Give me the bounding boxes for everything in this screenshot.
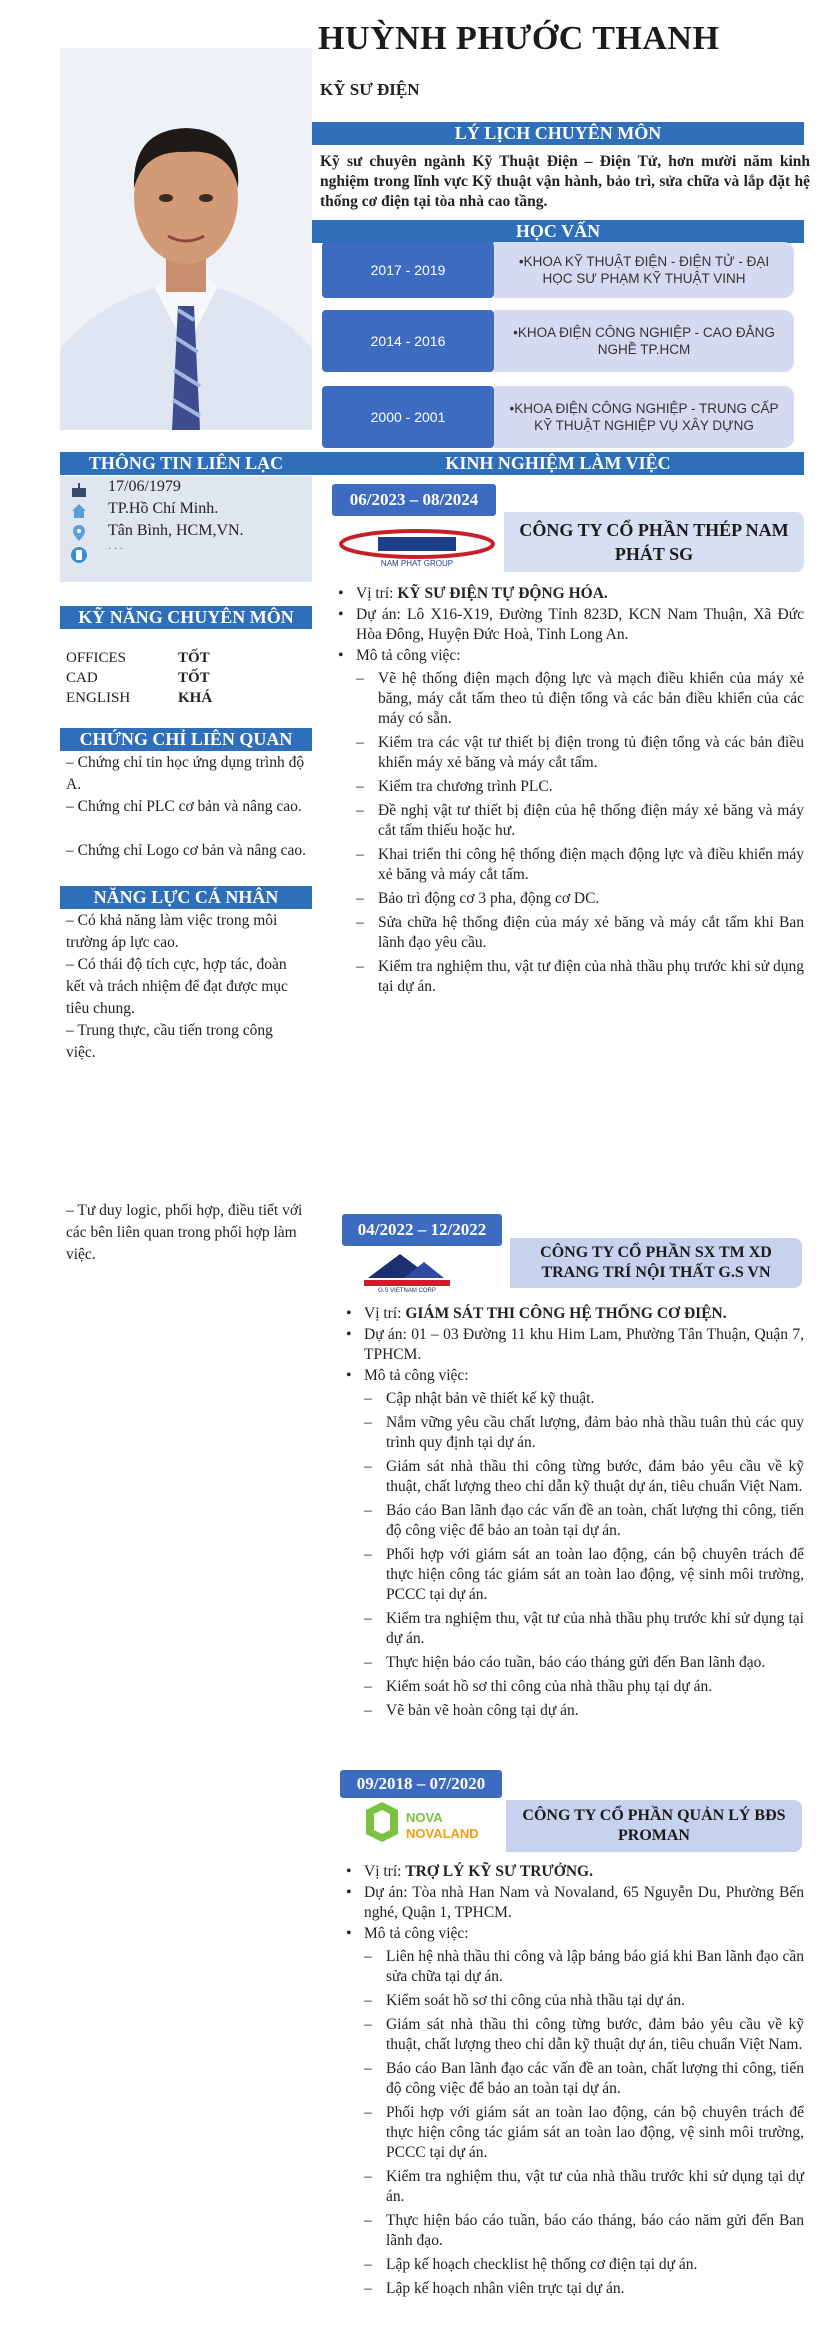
education-years: 2000 - 2001	[322, 386, 494, 448]
task-item: – Sửa chữa hệ thống điện của máy xẻ băng và máy cắt tấm khi Ban lãnh đạo yêu cầu.	[356, 913, 804, 953]
nam-phat-logo	[338, 528, 496, 570]
task-item: – Lập kế hoạch nhân viên trực tại dự án.	[364, 2279, 804, 2299]
phone-icon	[70, 546, 88, 564]
contact-city: TP.Hồ Chí Minh.	[108, 500, 219, 517]
job-description: • Mô tả công việc: – Cập nhật bản vẽ thiết kế kỹ thuật. – Nắm vững yêu cầu chất lượng, đảm bảo nhà thầu tuân thủ các quy trình quy định tại dự án. – Giám sát nhà thầu thi công từng bước, đảm bảo yêu cầu về kỹ thuật, chất lượng theo chỉ dẫn kỹ thuật dự án, tiêu chuẩn Việt Nam. – Báo cáo Ban lãnh đạo các vấn đề an toàn, chất lượng thi công, tiến độ công việc để bảo an toàn tại dự án. – Phối hợp với giám sát an toàn lao động, cán bộ chuyên trách để thực hiện công tác giám sát an toàn lao động, vệ sinh môi trường, PCCC tại dự án. – Kiểm tra nghiệm thu, vật tư của nhà thầu phụ trước khi sử dụng tại dự án. – Thực hiện báo cáo tuần, báo cáo tháng gửi đến Ban lãnh đạo. – Kiểm soát hồ sơ thi công của nhà thầu phụ tại dự án. – Vẽ bản vẽ hoàn công tại dự án.	[342, 1366, 804, 1721]
job-position: • Vị trí: TRỢ LÝ KỸ SƯ TRƯỞNG.	[342, 1862, 804, 1882]
education-years: 2014 - 2016	[322, 310, 494, 372]
task-item: – Phối hợp với giám sát an toàn lao động, cán bộ chuyên trách để thực hiện công tác giám sát an toàn lao động, vệ sinh môi trường, PCCC tại dự án.	[364, 1545, 804, 1605]
task-item: – Đề nghị vật tư thiết bị điện của hệ thống điện máy xẻ băng và máy cắt tấm thiếu hoặc hư.	[356, 801, 804, 841]
skill-label: ENGLISH	[66, 690, 131, 706]
summary-heading: LÝ LỊCH CHUYÊN MÔN	[312, 122, 804, 145]
experience-heading: KINH NGHIỆM LÀM VIỆC	[312, 452, 804, 475]
job-position: • Vị trí: GIÁM SÁT THI CÔNG HỆ THỐNG CƠ ĐIỆN.	[342, 1304, 804, 1324]
abilities-heading: NĂNG LỰC CÁ NHÂN	[60, 886, 312, 909]
skill-level: KHÁ	[178, 690, 213, 706]
profile-photo	[60, 48, 312, 430]
ability-item: – Trung thực, cầu tiến trong công việc.	[66, 1022, 273, 1061]
job-project: • Dự án: Lô X16-X19, Đường Tỉnh 823D, KCN Nam Thuận, Xã Đức Hòa Đông, Huyện Đức Hoà, Tỉnh Long An.	[334, 605, 804, 645]
ability-item: – Có khả năng làm việc trong môi trường áp lực cao.	[66, 912, 278, 951]
task-item: – Thực hiện báo cáo tuần, báo cáo tháng gửi đến Ban lãnh đạo.	[364, 1653, 804, 1673]
ability-item: – Tư duy logic, phối hợp, điều tiết với các bên liên quan trong phối hợp làm việc.	[66, 1202, 303, 1263]
job-position: • Vị trí: KỸ SƯ ĐIỆN TỰ ĐỘNG HÓA.	[334, 584, 804, 604]
education-school: •KHOA KỸ THUẬT ĐIỆN - ĐIỆN TỬ - ĐẠI HỌC SƯ PHẠM KỸ THUẬT VINH	[494, 242, 794, 298]
contact-heading: THÔNG TIN LIÊN LẠC	[60, 452, 312, 475]
task-item: – Bảo trì động cơ 3 pha, động cơ DC.	[356, 889, 804, 909]
task-item: – Khai triển thi công hệ thống điện mạch động lực và điều khiển máy xẻ băng và máy cắt tấm.	[356, 845, 804, 885]
task-item: – Thực hiện báo cáo tuần, báo cáo tháng, báo cáo năm gửi đến Ban lãnh đạo.	[364, 2211, 804, 2251]
contact-phone: · · ·	[108, 544, 123, 555]
skill-level: TỐT	[178, 670, 210, 686]
task-item: – Báo cáo Ban lãnh đạo các vấn đề an toàn, chất lượng thi công, tiến độ công việc để bảo an toàn tại dự án.	[364, 1501, 804, 1541]
contact-birthday: 17/06/1979	[108, 478, 181, 495]
task-item: – Giám sát nhà thầu thi công từng bước, đảm bảo yêu cầu về kỹ thuật, chất lượng theo chỉ dẫn kỹ thuật dự án, tiêu chuẩn Việt Nam.	[364, 1457, 804, 1497]
summary-text: Kỹ sư chuyên ngành Kỹ Thuật Điện – Điện Tử, hơn mười năm kinh nghiệm trong lĩnh vực Kỹ thuật vận hành, bảo trì, sửa chữa và lắp đặt hệ thống cơ điện tại tòa nhà cao tầng.	[320, 153, 810, 210]
education-years: 2017 - 2019	[322, 242, 494, 298]
job-period: 06/2023 – 08/2024	[332, 484, 496, 516]
person-name: HUỲNH PHƯỚC THANH	[318, 20, 720, 57]
task-item: – Kiểm tra nghiệm thu, vật tư của nhà thầu trước khi sử dụng tại dự án.	[364, 2167, 804, 2207]
task-item: – Báo cáo Ban lãnh đạo các vấn đề an toàn, chất lượng thi công, tiến độ công việc để bảo an toàn tại dự án.	[364, 2059, 804, 2099]
logo-caption: NOVALAND	[406, 1826, 479, 1841]
task-list	[356, 669, 804, 997]
task-item: – Kiểm tra nghiệm thu, vật tư của nhà thầu phụ trước khi sử dụng tại dự án.	[364, 1609, 804, 1649]
company-name: CÔNG TY CỔ PHẦN QUẢN LÝ BĐS PROMAN	[506, 1800, 802, 1852]
job-project: • Dự án: 01 – 03 Đường 11 khu Him Lam, Phường Tân Thuận, Quận 7, TPHCM.	[342, 1325, 804, 1365]
location-pin-icon	[70, 524, 88, 542]
company-name: CÔNG TY CỔ PHẦN SX TM XD TRANG TRÍ NỘI THẤT G.S VN	[510, 1238, 802, 1288]
certificates-heading: CHỨNG CHỈ LIÊN QUAN	[60, 728, 312, 751]
svg-text:NOVA: NOVA	[406, 1810, 443, 1825]
logo-caption: G.S VIETNAM CORP	[378, 1288, 436, 1292]
education-heading: HỌC VẤN	[312, 220, 804, 243]
task-item: – Kiểm tra nghiệm thu, vật tư điện của nhà thầu phụ trước khi sử dụng tại dự án.	[356, 957, 804, 997]
task-item: – Kiểm soát hồ sơ thi công của nhà thầu tại dự án.	[364, 1991, 804, 2011]
birthday-cake-icon	[70, 480, 88, 498]
certificate-item: – Chứng chỉ PLC cơ bản và nâng cao.	[66, 798, 302, 815]
job-details	[334, 584, 804, 1001]
job-description: • Mô tả công việc: – Vẽ hệ thống điện mạch động lực và mạch điều khiển của máy xẻ băng, máy cắt tấm theo tủ điện tổng và các bản điều khiển của các máy có sẵn. – Kiểm tra các vật tư thiết bị điện trong tủ điện tổng và các bản điều khiển máy xẻ băng và máy cắt tấm. – Kiểm tra chương trình PLC. – Đề nghị vật tư thiết bị điện của hệ thống điện máy xẻ băng và máy cắt tấm thiếu hoặc hư. – Khai triển thi công hệ thống điện mạch động lực và điều khiển máy xẻ băng và máy cắt tấm. – Bảo trì động cơ 3 pha, động cơ DC. – Sửa chữa hệ thống điện của máy xẻ băng và máy cắt tấm khi Ban lãnh đạo yêu cầu. – Kiểm tra nghiệm thu, vật tư điện của nhà thầu phụ trước khi sử dụng tại dự án.	[334, 646, 804, 997]
job-period: 04/2022 – 12/2022	[342, 1214, 502, 1246]
job-description: • Mô tả công việc: – Liên hệ nhà thầu thi công và lập bảng báo giá khi Ban lãnh đạo cần sửa chữa tại dự án. – Kiểm soát hồ sơ thi công của nhà thầu tại dự án. – Giám sát nhà thầu thi công từng bước, đảm bảo yêu cầu về kỹ thuật, chất lượng theo chỉ dẫn kỹ thuật dự án, tiêu chuẩn Việt Nam. – Báo cáo Ban lãnh đạo các vấn đề an toàn, chất lượng thi công, tiến độ công việc để bảo an toàn tại dự án. – Phối hợp với giám sát an toàn lao động, cán bộ chuyên trách để thực hiện công tác giám sát an toàn lao động, vệ sinh môi trường, PCCC tại dự án. – Kiểm tra nghiệm thu, vật tư của nhà thầu trước khi sử dụng tại dự án. – Thực hiện báo cáo tuần, báo cáo tháng, báo cáo năm gửi đến Ban lãnh đạo. – Lập kế hoạch checklist hệ thống cơ điện tại dự án. – Lập kế hoạch nhân viên trực tại dự án.	[342, 1924, 804, 2299]
contact-address: Tân Bình, HCM,VN.	[108, 522, 244, 539]
task-item: – Vẽ bản vẽ hoàn công tại dự án.	[364, 1701, 804, 1721]
company-name: CÔNG TY CỔ PHẦN THÉP NAM PHÁT SG	[504, 512, 804, 572]
skill-label: OFFICES	[66, 650, 127, 666]
job-period: 09/2018 – 07/2020	[340, 1770, 502, 1798]
task-list	[364, 1389, 804, 1721]
education-school: •KHOA ĐIỆN CÔNG NGHIỆP - TRUNG CẤP KỸ THUẬT NGHIỆP VỤ XÂY DỰNG	[494, 386, 794, 448]
skill-label: CAD	[66, 670, 98, 686]
skills-heading: KỸ NĂNG CHUYÊN MÔN	[60, 606, 312, 629]
job-title: KỸ SƯ ĐIỆN	[320, 80, 420, 99]
task-item: – Kiểm tra các vật tư thiết bị điện trong tủ điện tổng và các bản điều khiển máy xẻ băng và máy cắt tấm.	[356, 733, 804, 773]
logo-caption: NAM PHAT GROUP	[380, 559, 454, 568]
task-item: – Liên hệ nhà thầu thi công và lập bảng báo giá khi Ban lãnh đạo cần sửa chữa tại dự án.	[364, 1947, 804, 1987]
task-item: – Vẽ hệ thống điện mạch động lực và mạch điều khiển của máy xẻ băng, máy cắt tấm theo tủ điện tổng và các bản điều khiển của các máy có sẵn.	[356, 669, 804, 729]
skill-level: TỐT	[178, 650, 210, 666]
job-project: • Dự án: Tòa nhà Han Nam và Novaland, 65 Nguyễn Du, Phường Bến nghé, Quận 1, TPHCM.	[342, 1883, 804, 1923]
home-icon	[70, 502, 88, 520]
job-details	[342, 1304, 804, 1725]
novaland-logo	[360, 1800, 488, 1846]
ability-item: – Có thái độ tích cực, hợp tác, đoàn kết và trách nhiệm để đạt được mục tiêu chung.	[66, 956, 288, 1017]
task-item: – Nắm vững yêu cầu chất lượng, đảm bảo nhà thầu tuân thủ các quy trình quy định tại dự án.	[364, 1413, 804, 1453]
certificate-item: – Chứng chỉ Logo cơ bản và nâng cao.	[66, 842, 306, 859]
job-details	[342, 1862, 804, 2303]
task-item: – Phối hợp với giám sát an toàn lao động, cán bộ chuyên trách để thực hiện công tác giám sát an toàn lao động, vệ sinh môi trường, PCCC tại dự án.	[364, 2103, 804, 2163]
contact-box	[60, 476, 312, 582]
education-school: •KHOA ĐIỆN CÔNG NGHIỆP - CAO ĐẲNG NGHỀ TP.HCM	[494, 310, 794, 372]
task-item: – Cập nhật bản vẽ thiết kế kỹ thuật.	[364, 1389, 804, 1409]
task-item: – Lập kế hoạch checklist hệ thống cơ điện tại dự án.	[364, 2255, 804, 2275]
gs-vietnam-logo	[360, 1244, 480, 1292]
task-item: – Kiểm tra chương trình PLC.	[356, 777, 804, 797]
task-item: – Kiểm soát hồ sơ thi công của nhà thầu phụ tại dự án.	[364, 1677, 804, 1697]
certificate-item: – Chứng chỉ tin học ứng dụng trình độ A.	[66, 754, 305, 793]
task-item: – Giám sát nhà thầu thi công từng bước, đảm bảo yêu cầu về kỹ thuật, chất lượng theo chỉ dẫn kỹ thuật dự án, tiêu chuẩn Việt Nam.	[364, 2015, 804, 2055]
task-list	[364, 1947, 804, 2299]
